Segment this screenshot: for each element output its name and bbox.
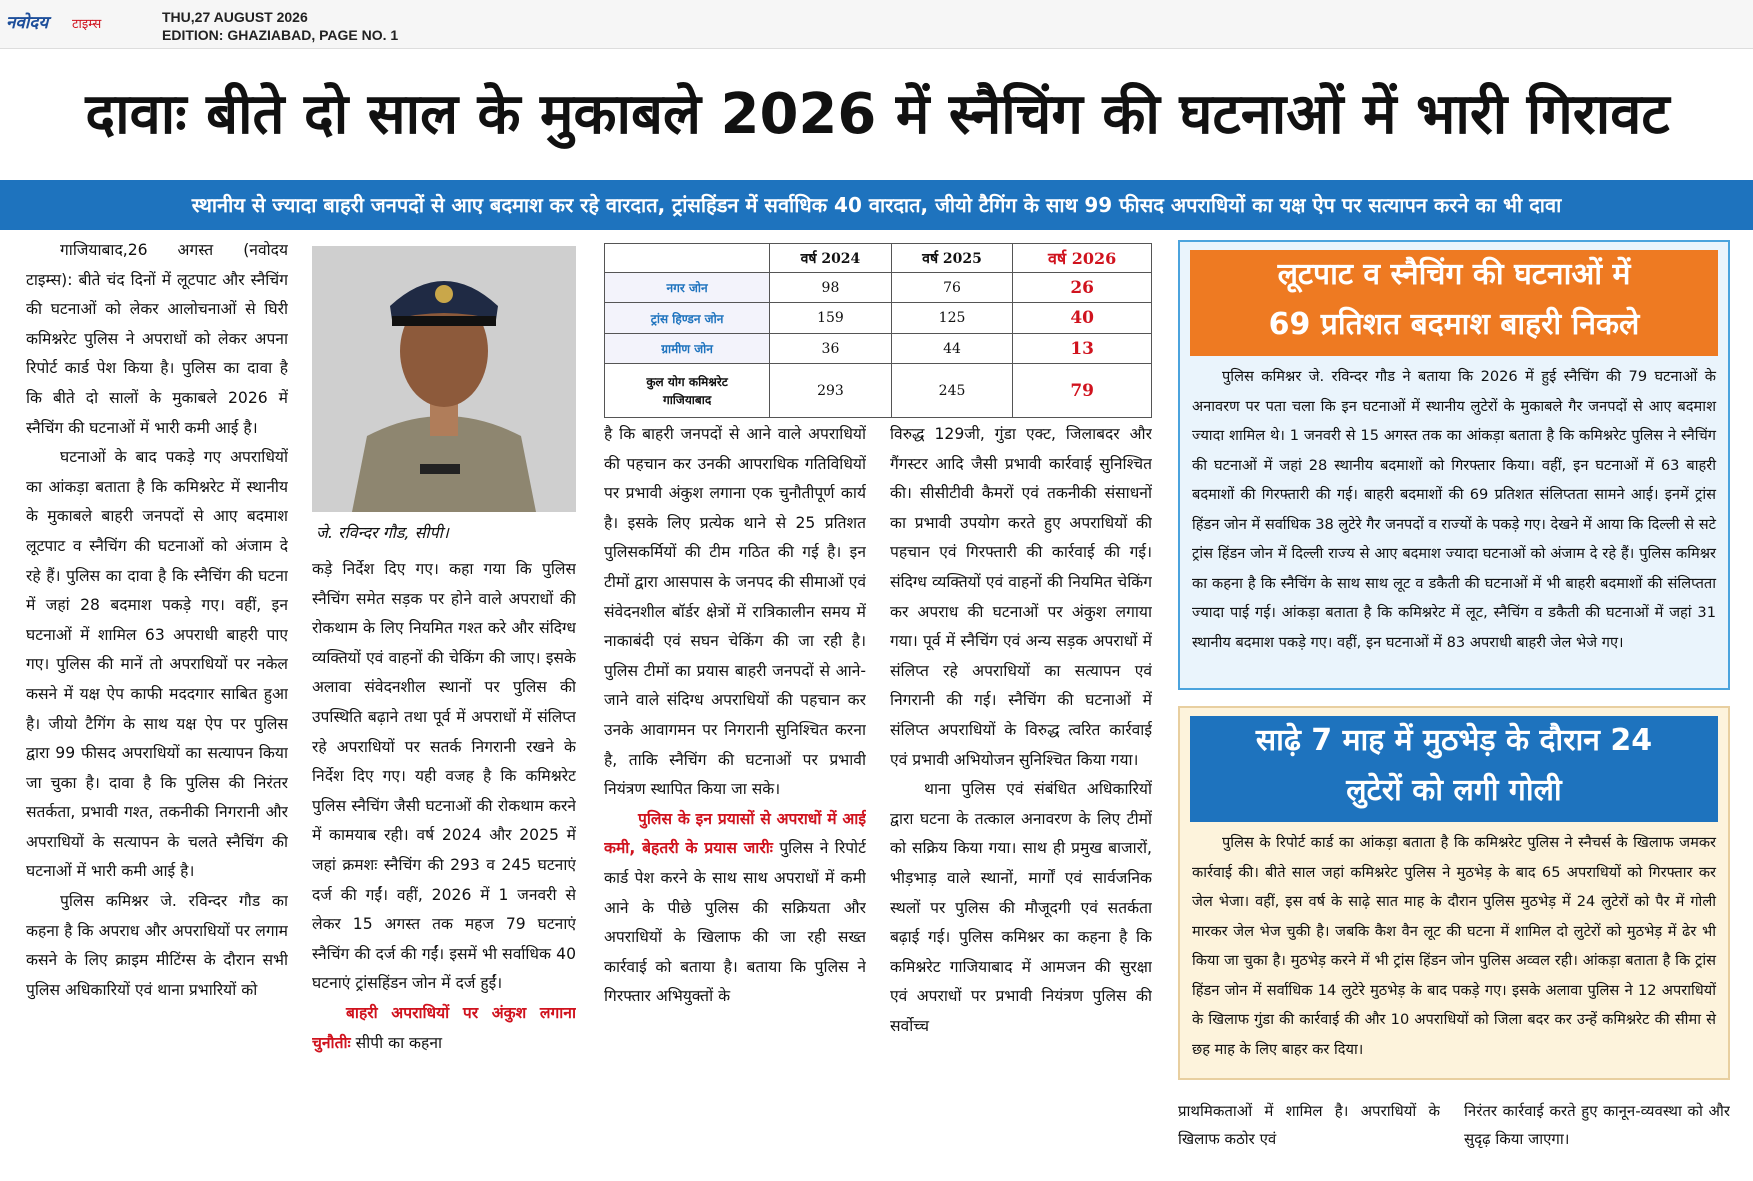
paragraph bbox=[312, 999, 576, 1058]
heading-line: साढ़े 7 माह में मुठभेड़ के दौरान 24 bbox=[1255, 723, 1653, 758]
issue-date: THU,27 AUGUST 2026 bbox=[162, 9, 308, 25]
paragraph: पुलिस कमिश्नर जे. रविन्दर गौड का कहना है कि अपराध और अपराधियों पर लगाम कसने के लिए क्राइम मीटिंग्स के दौरान सभी पुलिस अधिकारियों एवं थाना प्रभारियों को bbox=[26, 892, 288, 999]
table-header-cell: वर्ष 2024 bbox=[770, 244, 892, 273]
paragraph: पुलिस के रिपोर्ट कार्ड का आंकड़ा बताता है कि कमिश्नरेट पुलिस ने स्नैचर्स के खिलाफ जमकर कार्रवाई की। बीते साल जहां कमिश्नरेट पुलिस ने मुठभेड़ के बाद 65 अपराधियों को गिरफ्तार कर जेल भेजा। वहीं, इस वर्ष के साढ़े सात माह के दौरान पुलिस मुठभेड़ में 24 लुटेरों को पैर में गोली मारकर जेल भेज चुकी है। जबकि कैश वैन लूट की घटना में शामिल दो लुटेरों को मुठभेड़ में ढेर भी किया जा चुका है। मुठभेड़ करने में भी ट्रांस हिंडन जोन पुलिस अव्वल रही। आंकड़ा बताता है कि ट्रांस हिंडन जोन में सर्वाधिक 14 लुटेरे मुठभेड़ के बाद पकड़े गए। इसके अलावा पुलिस ने 12 अपराधियों के खिलाफ गुंडा की कार्रवाई की और 10 अपराधियों को जिला बदर कर उन्हें कमिश्नरेट की सीमा से छह माह के लिए बाहर कर दिया। bbox=[1192, 834, 1716, 1058]
table-row bbox=[605, 303, 1152, 333]
main-headline: दावाः बीते दो साल के मुकाबले 2026 में स्नैचिंग की घटनाओं में भारी गिरावट bbox=[85, 82, 1670, 147]
paragraph: विरुद्ध 129जी, गुंडा एक्ट, जिलाबदर और गैंगस्टर आदि जैसी प्रभावी कार्रवाई सुनिश्चित की। सीसीटीवी कैमरों एवं तकनीकी संसाधनों का प्रभावी उपयोग करते हुए अपराधियों की पहचान एवं गिरफ्तारी की कार्रवाई की गई। संदिग्ध व्यक्तियों एवं वाहनों की नियमित चेकिंग कर अपराध की घटनाओं पर अंकुश लगाया गया। पूर्व में स्नैचिंग एवं अन्य सड़क अपराधों में संलिप्त रहे अपराधियों का सत्यापन एवं निगरानी की गई। स्नैचिंग की घटनाओं में संलिप्त अपराधियों के विरुद्ध त्वरित कार्रवाई एवं प्रभावी अभियोजन सुनिश्चित किया गया। bbox=[890, 425, 1152, 769]
article-continuation-right: निरंतर कार्रवाई करते हुए कानून-व्यवस्था को और सुदृढ़ किया जाएगा। bbox=[1464, 1102, 1730, 1148]
article-column-1 bbox=[26, 236, 288, 1166]
sidebar-box-heading bbox=[1190, 250, 1718, 356]
table-cell: 293 bbox=[770, 364, 892, 418]
edition-page: EDITION: GHAZIABAD, PAGE NO. 1 bbox=[162, 27, 399, 43]
subhead-text: पुलिस ने रिपोर्ट कार्ड पेश करने के साथ साथ अपराधों में कमी आने के पीछे पुलिस की सक्रियता और अपराधियों के खिलाफ की जा रही सख्त कार्रवाई को बताया है। बताया कि पुलिस ने गिरफ्तार अभियुक्तों के bbox=[604, 839, 866, 1006]
snatching-stats-table bbox=[604, 243, 1152, 418]
sidebar-box-body bbox=[1180, 362, 1728, 682]
table-cell: 13 bbox=[1013, 333, 1152, 363]
table-cell: 36 bbox=[770, 333, 892, 363]
table-cell: 40 bbox=[1013, 303, 1152, 333]
article-column-2 bbox=[312, 555, 576, 1167]
zone-cell: ट्रांस हिण्डन जोन bbox=[605, 303, 770, 333]
sub-headline-bar: स्थानीय से ज्यादा बाहरी जनपदों से आए बदमाश कर रहे वारदात, ट्रांसहिंडन में सर्वाधिक 40 वारदात, जीयो टैगिंग के साथ 99 फीसद अपराधियों का यक्ष ऐप पर सत्यापन करने का भी दावा bbox=[0, 180, 1753, 230]
table-cell: 159 bbox=[770, 303, 892, 333]
svg-text:नवोदय: नवोदय bbox=[6, 13, 49, 33]
paragraph bbox=[604, 805, 866, 1012]
sidebar-box-encounters bbox=[1178, 706, 1730, 1080]
subhead-text: सीपी का कहना bbox=[355, 1033, 443, 1052]
table-cell: 44 bbox=[891, 333, 1013, 363]
masthead bbox=[0, 0, 1753, 49]
newspaper-logo[interactable] bbox=[6, 8, 151, 34]
sidebar-box-body bbox=[1180, 828, 1728, 1072]
article-column-4 bbox=[890, 420, 1152, 1167]
table-header-cell bbox=[605, 244, 770, 273]
total-label-line: कुल योग कमिश्नरेट bbox=[646, 374, 728, 389]
table-cell: 79 bbox=[1013, 364, 1152, 418]
table-row bbox=[605, 273, 1152, 303]
paragraph: घटनाओं के बाद पकड़े गए अपराधियों का आंकड़ा बताता है कि कमिश्नरेट में स्थानीय के मुकाबले बाहरी जनपदों से आए बदमाश लूटपाट व स्नैचिंग की घटनाओं को अंजाम दे रहे हैं। पुलिस का दावा है कि स्नैचिंग की घटना में जहां 28 बदमाश पकड़े गए। वहीं, इन घटनाओं में शामिल 63 अपराधी बाहरी पाए गए। पुलिस की मानें तो अपराधियों पर नकेल कसने में यक्ष ऐप काफी मददगार साबित हुआ है। जीयो टैगिंग के साथ यक्ष ऐप पर पुलिस द्वारा 99 फीसद अपराधियों का सत्यापन किया जा चुका है। दावा है कि पुलिस की निरंतर सतर्कता, प्रभावी गश्त, तकनीकी निगरानी और अपराधियों के सत्यापन के चलते स्नैचिंग की घटनाओं में भारी कमी आई है। bbox=[26, 448, 288, 881]
photo-caption: जे. रविन्दर गौड, सीपी। bbox=[316, 523, 449, 542]
zone-cell: ग्रामीण जोन bbox=[605, 333, 770, 363]
table-header-cell: वर्ष 2025 bbox=[891, 244, 1013, 273]
edition-info bbox=[162, 8, 398, 44]
heading-line: 69 प्रतिशत बदमाश बाहरी निकले bbox=[1268, 307, 1640, 342]
heading-line: लुटेरों को लगी गोली bbox=[1346, 773, 1562, 808]
paragraph: पुलिस कमिश्नर जे. रविन्दर गौड ने बताया कि 2026 में हुई स्नैचिंग की 79 घटनाओं के अनावरण पर पता चला कि इन घटनाओं में स्थानीय लुटेरों के मुकाबले गैर जनपदों से आए बदमाश ज्यादा शामिल थे। 1 जनवरी से 15 अगस्त तक का आंकड़ा बताता है कि कमिश्नरेट पुलिस ने स्नैचिंग की घटनाओं में जहां 28 स्थानीय बदमाशों को गिरफ्तार किया। वहीं, इन घटनाओं में 63 बाहरी बदमाशों की गिरफ्तारी की गई। बाहरी बदमाशों की 69 प्रतिशत संलिप्तता सामने आई। इनमें ट्रांस हिंडन जोन में सर्वाधिक 38 लुटेरे गैर जनपदों व राज्यों के पकड़े गए। देखने में आया कि दिल्ली से सटे ट्रांस हिंडन जोन में दिल्ली राज्य से आए बदमाश ज्यादा घटनाओं को अंजाम दे रहे हैं। पुलिस कमिश्नर का कहना है कि स्नैचिंग के साथ साथ लूट व डकैती की घटनाओं में भी बाहरी बदमाशों की संलिप्तता ज्यादा पाई गई। आंकड़ा बताता है कि कमिश्नरेट में लूट, स्नैचिंग व डकैती की घटनाओं में जहां 31 स्थानीय बदमाश पकड़े गए। वहीं, इन घटनाओं में 83 अपराधी बाहरी जेल भेजे गए। bbox=[1192, 368, 1716, 651]
zone-cell: नगर जोन bbox=[605, 273, 770, 303]
table-cell: 26 bbox=[1013, 273, 1152, 303]
commissioner-photo[interactable] bbox=[312, 246, 576, 512]
table-header-row bbox=[605, 244, 1152, 273]
heading-line: लूटपाट व स्नैचिंग की घटनाओं में bbox=[1277, 257, 1631, 292]
article-column-3 bbox=[604, 420, 866, 1167]
subhead-outsiders: बाहरी अपराधियों पर अंकुश लगाना चुनौतीः bbox=[312, 1003, 576, 1052]
table-header-cell: वर्ष 2026 bbox=[1013, 244, 1152, 273]
paragraph: थाना पुलिस एवं संबंधित अधिकारियों द्वारा घटना के तत्काल अनावरण के लिए टीमों को सक्रिय किया गया। साथ ही प्रमुख बाजारों, भीड़भाड़ वाले स्थानों, मार्गों एवं सार्वजनिक स्थलों पर पुलिस की मौजूदगी एवं सतर्कता बढ़ाई गई। पुलिस कमिश्नर का कहना है कि कमिश्नरेट गाजियाबाद में आमजन की सुरक्षा एवं अपराधों पर प्रभावी नियंत्रण पुलिस की सर्वोच्च bbox=[890, 780, 1152, 1035]
table-row bbox=[605, 333, 1152, 363]
total-label-cell bbox=[605, 364, 770, 418]
table-cell: 245 bbox=[891, 364, 1013, 418]
sidebar-box-heading bbox=[1190, 716, 1718, 822]
subhead-efforts: पुलिस के इन प्रयासों से अपराधों में आई कमी, बेहतरी के प्रयास जारीः bbox=[604, 809, 866, 858]
officer-portrait-icon bbox=[312, 246, 576, 512]
table-cell: 76 bbox=[891, 273, 1013, 303]
total-label-line: गाजियाबाद bbox=[662, 392, 712, 407]
table-cell: 98 bbox=[770, 273, 892, 303]
article-continuation-left: प्राथमिकताओं में शामिल है। अपराधियों के खिलाफ कठोर एवं bbox=[1178, 1102, 1440, 1148]
paragraph: है कि बाहरी जनपदों से आने वाले अपराधियों की पहचान कर उनकी आपराधिक गतिविधियों पर प्रभावी अंकुश लगाना एक चुनौतीपूर्ण कार्य है। इसके लिए प्रत्येक थाने से 25 प्रतिशत पुलिसकर्मियों की टीम गठित की गई है। इन टीमों द्वारा आसपास के जनपद की सीमाओं एवं संवेदनशील बॉर्डर क्षेत्रों में रात्रिकालीन समय में नाकाबंदी एवं सघन चेकिंग की जा रही है। पुलिस टीमों का प्रयास बाहरी जनपदों से आने-जाने वाले संदिग्ध अपराधियों की पहचान कर उनके आवागमन पर निगरानी सुनिश्चित करना है, ताकि स्नैचिंग की घटनाओं पर प्रभावी नियंत्रण स्थापित किया जा सके। bbox=[604, 425, 866, 799]
svg-text:टाइम्स: टाइम्स bbox=[72, 17, 102, 32]
sidebar-box-outsiders bbox=[1178, 240, 1730, 690]
paragraph: कड़े निर्देश दिए गए। कहा गया कि पुलिस स्नैचिंग समेत सड़क पर होने वाले अपराधों की रोकथाम के लिए नियमित गश्त करे और संदिग्ध व्यक्तियों एवं वाहनों की चेकिंग की जाए। इसके अलावा संवेदनशील स्थानों पर पुलिस की उपस्थिति बढ़ाने तथा पूर्व में अपराधों में संलिप्त रहे अपराधियों पर सतर्क निगरानी रखने के निर्देश दिए गए। यही वजह है कि कमिश्नरेट पुलिस स्नैचिंग जैसी घटनाओं की रोकथाम करने में कामयाब रही। वर्ष 2024 और 2025 में जहां क्रमशः स्नैचिंग की 293 व 245 घटनाएं दर्ज की गईं। वहीं, 2026 में 1 जनवरी से लेकर 15 अगस्त तक महज 79 घटनाएं स्नैचिंग की दर्ज की गईं। इसमें भी सर्वाधिक 40 घटनाएं ट्रांसहिंडन जोन में दर्ज हुईं। bbox=[312, 560, 576, 993]
table-total-row bbox=[605, 364, 1152, 418]
table-cell: 125 bbox=[891, 303, 1013, 333]
paragraph: गाजियाबाद,26 अगस्त (नवोदय टाइम्स): बीते चंद दिनों में लूटपाट और स्नैचिंग की घटनाओं को लेकर आलोचनाओं से घिरी कमिश्नरेट पुलिस ने अपराधों को लेकर अपना रिपोर्ट कार्ड पेश किया है। पुलिस का दावा है कि बीते दो सालों के मुकाबले 2026 में स्नैचिंग की घटनाओं में भारी कमी आई है। bbox=[26, 241, 288, 437]
